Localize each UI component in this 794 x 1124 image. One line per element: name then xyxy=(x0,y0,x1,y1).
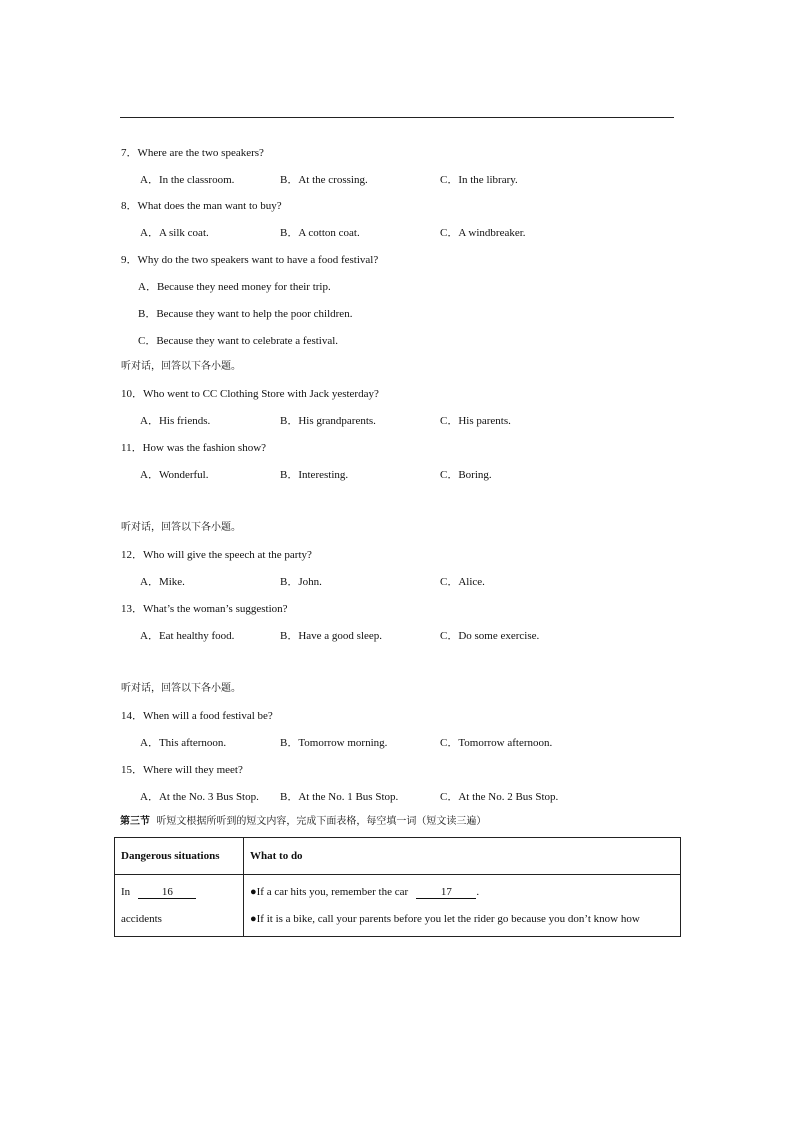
q9-option-b[interactable]: B．Because they want to help the poor children. xyxy=(138,308,353,320)
q11-option-b[interactable]: B．Interesting. xyxy=(280,469,349,481)
bike-instruction: ●If it is a bike, call your parents before you let the rider go because you don’t know how xyxy=(250,913,640,925)
question-10: 10．Who went to CC Clothing Store with Jack yesterday? xyxy=(121,388,379,400)
q14-option-c[interactable]: C．Tomorrow afternoon. xyxy=(440,737,553,749)
q13-option-a[interactable]: A．Eat healthy food. xyxy=(140,630,235,642)
q12-option-a[interactable]: A．Mike. xyxy=(140,576,185,588)
table-header-situations: Dangerous situations xyxy=(115,838,244,875)
question-13: 13．What’s the woman’s suggestion? xyxy=(121,603,288,615)
q7-option-a[interactable]: A．In the classroom. xyxy=(140,174,235,186)
question-7: 7．Where are the two speakers? xyxy=(121,147,264,159)
section-prompt: 听对话，回答以下各小题。 xyxy=(121,522,241,533)
part3-instruction: 听短文根据所听到的短文内容，完成下面表格，每空填一词（短文读三遍） xyxy=(156,816,487,827)
q15-option-c[interactable]: C．At the No. 2 Bus Stop. xyxy=(440,791,559,803)
header-rule xyxy=(120,117,674,118)
question-15: 15．Where will they meet? xyxy=(121,764,243,776)
q9-option-c[interactable]: C．Because they want to celebrate a festival. xyxy=(138,335,339,347)
fill-in-table xyxy=(114,837,681,937)
q10-option-a[interactable]: A．His friends. xyxy=(140,415,211,427)
q12-option-b[interactable]: B．John. xyxy=(280,576,322,588)
q10-option-b[interactable]: B．His grandparents. xyxy=(280,415,376,427)
question-12: 12．Who will give the speech at the party? xyxy=(121,549,312,561)
q14-option-a[interactable]: A．This afternoon. xyxy=(140,737,227,749)
table-header-what-to-do: What to do xyxy=(244,838,681,875)
q11-option-c[interactable]: C．Boring. xyxy=(440,469,492,481)
q13-option-c[interactable]: C．Do some exercise. xyxy=(440,630,540,642)
blank-17[interactable]: 17 xyxy=(416,886,476,899)
q7-option-c[interactable]: C．In the library. xyxy=(440,174,518,186)
q13-option-b[interactable]: B．Have a good sleep. xyxy=(280,630,383,642)
q15-option-a[interactable]: A．At the No. 3 Bus Stop. xyxy=(140,791,259,803)
q11-option-a[interactable]: A．Wonderful. xyxy=(140,469,209,481)
q10-option-c[interactable]: C．His parents. xyxy=(440,415,511,427)
situation-cell: In 16 accidents xyxy=(115,875,244,937)
q14-option-b[interactable]: B．Tomorrow morning. xyxy=(280,737,388,749)
q15-option-b[interactable]: B．At the No. 1 Bus Stop. xyxy=(280,791,399,803)
section-prompt: 听对话，回答以下各小题。 xyxy=(121,683,241,694)
q8-option-b[interactable]: B．A cotton coat. xyxy=(280,227,360,239)
question-14: 14．When will a food festival be? xyxy=(121,710,273,722)
section-prompt: 听对话，回答以下各小题。 xyxy=(121,361,241,372)
question-8: 8．What does the man want to buy? xyxy=(121,200,282,212)
q8-option-c[interactable]: C．A windbreaker. xyxy=(440,227,526,239)
q12-option-c[interactable]: C．Alice. xyxy=(440,576,485,588)
part3-heading xyxy=(120,815,486,829)
part3-label: 第三节 xyxy=(120,816,150,827)
situation-accidents: accidents xyxy=(121,913,162,925)
blank-16[interactable]: 16 xyxy=(138,886,196,899)
what-to-do-cell: ●If a car hits you, remember the car 17 . ●If it is a bike, call your parents before you let the rider go because you don’t know how xyxy=(244,875,681,937)
question-11: 11．How was the fashion show? xyxy=(121,442,267,454)
question-9: 9．Why do the two speakers want to have a food festival? xyxy=(121,254,379,266)
q7-option-b[interactable]: B．At the crossing. xyxy=(280,174,368,186)
q9-option-a[interactable]: A．Because they need money for their trip. xyxy=(138,281,331,293)
q8-option-a[interactable]: A．A silk coat. xyxy=(140,227,209,239)
